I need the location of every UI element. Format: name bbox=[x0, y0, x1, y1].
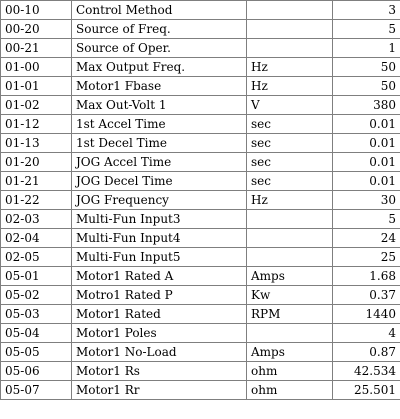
param-name-cell: Source of Oper. bbox=[72, 39, 247, 58]
table-row bbox=[1, 343, 400, 362]
param-code-cell: 01-12 bbox=[1, 115, 72, 134]
param-code-cell: 05-05 bbox=[1, 343, 72, 362]
param-unit-cell: ohm bbox=[247, 362, 333, 381]
param-unit-cell: Hz bbox=[247, 191, 333, 210]
param-value-cell: 50 bbox=[333, 58, 400, 77]
table-row bbox=[1, 58, 400, 77]
table-row bbox=[1, 1, 400, 20]
param-value-cell: 50 bbox=[333, 77, 400, 96]
table-row bbox=[1, 248, 400, 267]
param-value-cell: 1 bbox=[333, 39, 400, 58]
param-value-cell: 5 bbox=[333, 20, 400, 39]
param-value-cell: 4 bbox=[333, 324, 400, 343]
table-row bbox=[1, 172, 400, 191]
param-value-cell: 0.01 bbox=[333, 172, 400, 191]
param-code-cell: 05-04 bbox=[1, 324, 72, 343]
param-unit-cell bbox=[247, 210, 333, 229]
param-unit-cell bbox=[247, 229, 333, 248]
param-unit-cell: Hz bbox=[247, 58, 333, 77]
param-name-cell: Motor1 Rated bbox=[72, 305, 247, 324]
table-row bbox=[1, 362, 400, 381]
param-unit-cell bbox=[247, 248, 333, 267]
param-code-cell: 01-22 bbox=[1, 191, 72, 210]
param-code-cell: 05-03 bbox=[1, 305, 72, 324]
param-name-cell: Motor1 Rated A bbox=[72, 267, 247, 286]
param-unit-cell: Amps bbox=[247, 343, 333, 362]
table-row bbox=[1, 134, 400, 153]
param-name-cell: Motor1 Fbase bbox=[72, 77, 247, 96]
param-value-cell: 1.68 bbox=[333, 267, 400, 286]
param-name-cell: Max Out-Volt 1 bbox=[72, 96, 247, 115]
param-unit-cell bbox=[247, 20, 333, 39]
param-code-cell: 02-04 bbox=[1, 229, 72, 248]
table-row bbox=[1, 286, 400, 305]
table-row bbox=[1, 191, 400, 210]
param-name-cell: Control Method bbox=[72, 1, 247, 20]
param-value-cell: 380 bbox=[333, 96, 400, 115]
param-name-cell: Motor1 Rs bbox=[72, 362, 247, 381]
table-row bbox=[1, 96, 400, 115]
table-row bbox=[1, 39, 400, 58]
param-code-cell: 05-01 bbox=[1, 267, 72, 286]
table-row bbox=[1, 381, 400, 400]
param-value-cell: 30 bbox=[333, 191, 400, 210]
param-value-cell: 1440 bbox=[333, 305, 400, 324]
param-unit-cell bbox=[247, 39, 333, 58]
param-name-cell: Multi-Fun Input5 bbox=[72, 248, 247, 267]
param-unit-cell: RPM bbox=[247, 305, 333, 324]
table-row bbox=[1, 115, 400, 134]
param-code-cell: 01-00 bbox=[1, 58, 72, 77]
param-unit-cell: V bbox=[247, 96, 333, 115]
param-name-cell: Source of Freq. bbox=[72, 20, 247, 39]
param-name-cell: JOG Accel Time bbox=[72, 153, 247, 172]
param-code-cell: 00-20 bbox=[1, 20, 72, 39]
param-unit-cell: Hz bbox=[247, 77, 333, 96]
table-row bbox=[1, 229, 400, 248]
param-name-cell: Motor1 No-Load bbox=[72, 343, 247, 362]
param-code-cell: 00-21 bbox=[1, 39, 72, 58]
param-name-cell: Motro1 Rated P bbox=[72, 286, 247, 305]
param-value-cell: 42.534 bbox=[333, 362, 400, 381]
parameter-table-body bbox=[1, 1, 400, 400]
table-row bbox=[1, 20, 400, 39]
param-value-cell: 0.01 bbox=[333, 134, 400, 153]
param-name-cell: 1st Decel Time bbox=[72, 134, 247, 153]
param-value-cell: 0.87 bbox=[333, 343, 400, 362]
param-code-cell: 05-07 bbox=[1, 381, 72, 400]
table-row bbox=[1, 153, 400, 172]
param-code-cell: 01-02 bbox=[1, 96, 72, 115]
param-value-cell: 0.01 bbox=[333, 153, 400, 172]
table-row bbox=[1, 324, 400, 343]
param-unit-cell: ohm bbox=[247, 381, 333, 400]
param-value-cell: 25.501 bbox=[333, 381, 400, 400]
param-name-cell: Motor1 Poles bbox=[72, 324, 247, 343]
table-row bbox=[1, 267, 400, 286]
param-name-cell: JOG Decel Time bbox=[72, 172, 247, 191]
param-unit-cell: sec bbox=[247, 134, 333, 153]
param-name-cell: Max Output Freq. bbox=[72, 58, 247, 77]
table-row bbox=[1, 77, 400, 96]
param-code-cell: 05-02 bbox=[1, 286, 72, 305]
param-code-cell: 01-20 bbox=[1, 153, 72, 172]
param-unit-cell bbox=[247, 1, 333, 20]
param-name-cell: 1st Accel Time bbox=[72, 115, 247, 134]
param-code-cell: 01-21 bbox=[1, 172, 72, 191]
param-code-cell: 05-06 bbox=[1, 362, 72, 381]
table-row bbox=[1, 305, 400, 324]
param-unit-cell: sec bbox=[247, 115, 333, 134]
param-value-cell: 24 bbox=[333, 229, 400, 248]
param-value-cell: 0.37 bbox=[333, 286, 400, 305]
param-code-cell: 02-05 bbox=[1, 248, 72, 267]
param-code-cell: 01-01 bbox=[1, 77, 72, 96]
param-name-cell: Multi-Fun Input3 bbox=[72, 210, 247, 229]
param-unit-cell: sec bbox=[247, 172, 333, 191]
param-unit-cell: Amps bbox=[247, 267, 333, 286]
param-value-cell: 25 bbox=[333, 248, 400, 267]
param-unit-cell: Kw bbox=[247, 286, 333, 305]
param-code-cell: 02-03 bbox=[1, 210, 72, 229]
param-code-cell: 01-13 bbox=[1, 134, 72, 153]
param-name-cell: Motor1 Rr bbox=[72, 381, 247, 400]
param-value-cell: 3 bbox=[333, 1, 400, 20]
table-row bbox=[1, 210, 400, 229]
param-name-cell: Multi-Fun Input4 bbox=[72, 229, 247, 248]
param-unit-cell: sec bbox=[247, 153, 333, 172]
param-value-cell: 0.01 bbox=[333, 115, 400, 134]
param-unit-cell bbox=[247, 324, 333, 343]
param-value-cell: 5 bbox=[333, 210, 400, 229]
param-name-cell: JOG Frequency bbox=[72, 191, 247, 210]
param-code-cell: 00-10 bbox=[1, 1, 72, 20]
